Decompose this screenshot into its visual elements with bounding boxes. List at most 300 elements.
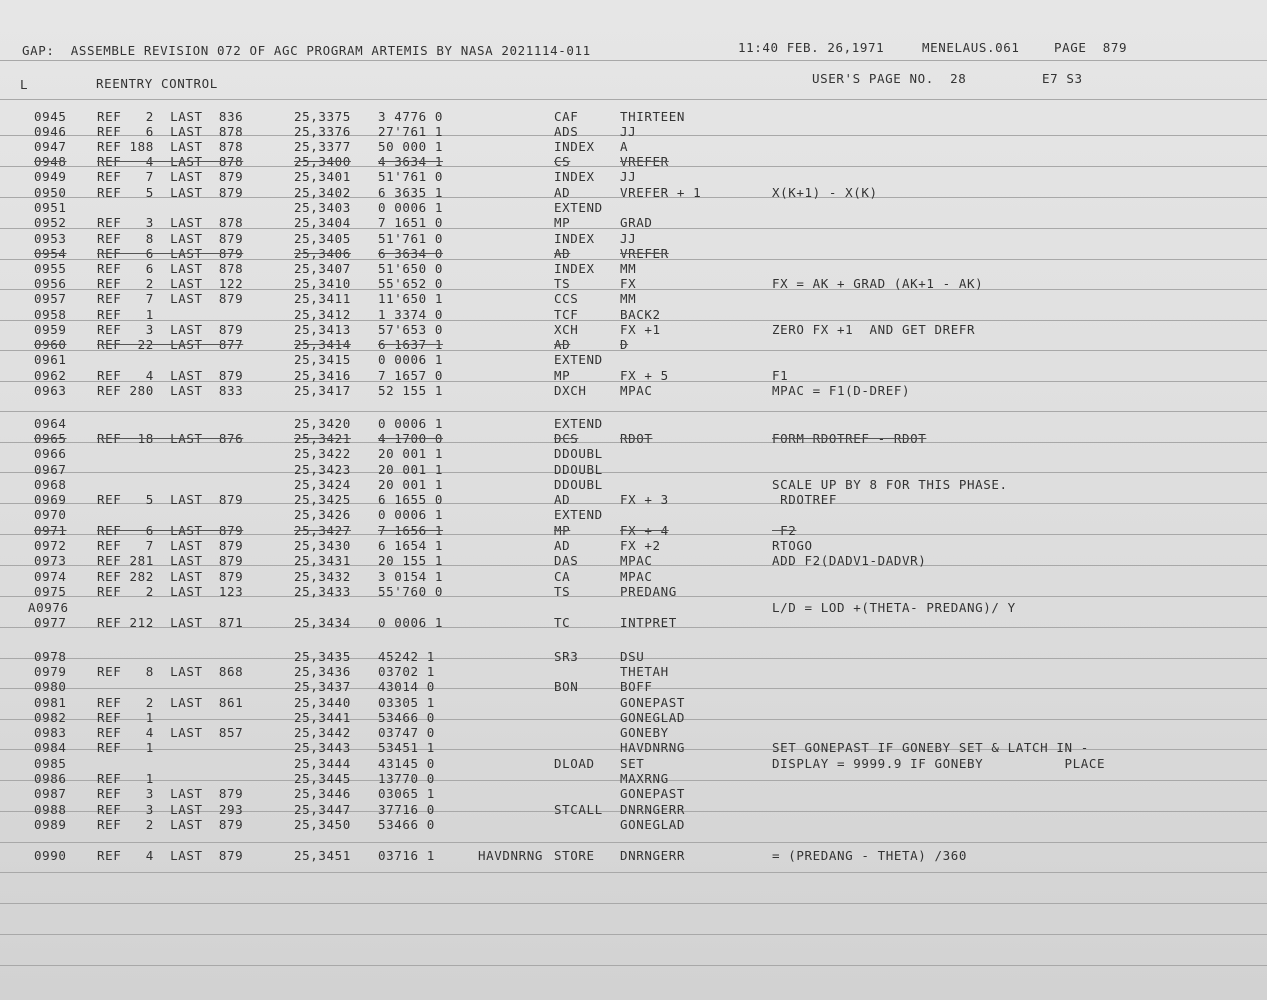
octal-word: 50 000 1	[378, 139, 444, 154]
address: 25,3433	[294, 584, 351, 599]
line-number: 0980	[34, 679, 67, 694]
line-number: 0989	[34, 817, 67, 832]
opcode: EXTEND	[554, 352, 603, 367]
opcode: AD	[554, 492, 571, 507]
reference: REF 1	[97, 307, 154, 322]
line-number: 0987	[34, 786, 67, 801]
reference: REF 281 LAST 879	[97, 553, 244, 568]
listing-row	[0, 463, 1267, 478]
octal-word: 27'761 1	[378, 124, 444, 139]
line-number: 0983	[34, 725, 67, 740]
address: 25,3451	[294, 848, 351, 863]
comment: L/D = LOD +(THETA- PREDANG)/ Y	[772, 600, 1016, 615]
operand: THIRTEEN	[620, 109, 686, 124]
comment: MPAC = F1(D-DREF)	[772, 383, 911, 398]
reference: REF 3 LAST 878	[97, 215, 244, 230]
opcode: INDEX	[554, 139, 595, 154]
reference: REF 6 LAST 879	[97, 523, 244, 538]
operand: MPAC	[620, 569, 653, 584]
line-number: 0985	[34, 756, 67, 771]
octal-word: 03305 1	[378, 695, 435, 710]
listing-row	[0, 247, 1267, 262]
line-number: 0973	[34, 553, 67, 568]
listing-row	[0, 232, 1267, 247]
line-number: 0986	[34, 771, 67, 786]
line-number: 0948	[34, 154, 67, 169]
opcode: DCS	[554, 431, 579, 446]
line-number: 0978	[34, 649, 67, 664]
address: 25,3407	[294, 261, 351, 276]
line-number: 0975	[34, 584, 67, 599]
reference: REF 280 LAST 833	[97, 383, 244, 398]
listing-row	[0, 155, 1267, 170]
line-number: 0957	[34, 291, 67, 306]
comment: = (PREDANG - THETA) /360	[772, 848, 968, 863]
line-number: 0982	[34, 710, 67, 725]
listing-row	[0, 369, 1267, 384]
opcode: INDEX	[554, 169, 595, 184]
reference: REF 2 LAST 861	[97, 695, 244, 710]
reference: REF 1	[97, 740, 154, 755]
opcode: BON	[554, 679, 579, 694]
reference: REF 2 LAST 123	[97, 584, 244, 599]
comment: RDOTREF	[772, 492, 838, 507]
header-time: 11:40 FEB. 26,1971	[738, 40, 885, 55]
opcode: MP	[554, 368, 571, 383]
line-number: 0945	[34, 109, 67, 124]
octal-word: 20 001 1	[378, 462, 444, 477]
address: 25,3442	[294, 725, 351, 740]
listing-row	[0, 323, 1267, 338]
listing-row	[0, 741, 1267, 756]
line-number: 0972	[34, 538, 67, 553]
octal-word: 0 0006 1	[378, 200, 444, 215]
reference: REF 1	[97, 710, 154, 725]
listing-row	[0, 308, 1267, 323]
line-number: 0981	[34, 695, 67, 710]
reference: REF 188 LAST 878	[97, 139, 244, 154]
opcode: AD	[554, 185, 571, 200]
line-number: 0969	[34, 492, 67, 507]
listing-row	[0, 478, 1267, 493]
opcode: EXTEND	[554, 507, 603, 522]
header-source: MENELAUS.061	[922, 40, 1020, 55]
listing-row	[0, 650, 1267, 665]
operand: DSU	[620, 649, 645, 664]
listing-row	[0, 125, 1267, 140]
operand: VREFER	[620, 246, 669, 261]
address: 25,3446	[294, 786, 351, 801]
address: 25,3416	[294, 368, 351, 383]
listing-row	[0, 772, 1267, 787]
listing-row	[0, 201, 1267, 216]
listing-row	[0, 585, 1267, 600]
address: 25,3400	[294, 154, 351, 169]
address: 25,3435	[294, 649, 351, 664]
address: 25,3445	[294, 771, 351, 786]
address: 25,3441	[294, 710, 351, 725]
address: 25,3402	[294, 185, 351, 200]
comment: ZERO FX +1 AND GET DREFR	[772, 322, 976, 337]
address: 25,3426	[294, 507, 351, 522]
paper-rule-line	[0, 411, 1267, 412]
octal-word: 7 1656 1	[378, 523, 444, 538]
address: 25,3434	[294, 615, 351, 630]
opcode: CCS	[554, 291, 579, 306]
paper-rule-line	[0, 60, 1267, 61]
address: 25,3410	[294, 276, 351, 291]
operand: GONEGLAD	[620, 710, 686, 725]
comment: DISPLAY = 9999.9 IF GONEBY PLACE	[772, 756, 1106, 771]
reference: REF 22 LAST 877	[97, 337, 244, 352]
octal-word: 0 0006 1	[378, 507, 444, 522]
operand: THETAH	[620, 664, 669, 679]
reference: REF 2 LAST 122	[97, 276, 244, 291]
address: 25,3423	[294, 462, 351, 477]
line-number: 0990	[34, 848, 67, 863]
octal-word: 37716 0	[378, 802, 435, 817]
listing-row	[0, 493, 1267, 508]
opcode: STORE	[554, 848, 595, 863]
listing-row	[0, 262, 1267, 277]
listing-row	[0, 508, 1267, 523]
opcode: AD	[554, 246, 571, 261]
operand: A	[620, 139, 629, 154]
octal-word: 43145 0	[378, 756, 435, 771]
listing-row	[0, 338, 1267, 353]
line-number: 0979	[34, 664, 67, 679]
listing-row	[0, 787, 1267, 802]
line-number: 0952	[34, 215, 67, 230]
octal-word: 03702 1	[378, 664, 435, 679]
line-number: 0963	[34, 383, 67, 398]
comment: RTOGO	[772, 538, 813, 553]
comment: X(K+1) - X(K)	[772, 185, 878, 200]
address: 25,3375	[294, 109, 351, 124]
address: 25,3447	[294, 802, 351, 817]
address: 25,3450	[294, 817, 351, 832]
listing-row	[0, 696, 1267, 711]
octal-word: 53466 0	[378, 817, 435, 832]
comment: SCALE UP BY 8 FOR THIS PHASE.	[772, 477, 1008, 492]
listing-row	[0, 680, 1267, 695]
octal-word: 03747 0	[378, 725, 435, 740]
line-number: 0949	[34, 169, 67, 184]
operand: GONEPAST	[620, 695, 686, 710]
octal-word: 3 0154 1	[378, 569, 444, 584]
header-title: GAP: ASSEMBLE REVISION 072 OF AGC PROGRAM ARTEMIS BY NASA 2021114-011	[22, 43, 591, 58]
opcode: ADS	[554, 124, 579, 139]
operand: MM	[620, 291, 637, 306]
reference: REF 5 LAST 879	[97, 185, 244, 200]
line-number: 0964	[34, 416, 67, 431]
listing-row	[0, 554, 1267, 569]
octal-word: 52 155 1	[378, 383, 444, 398]
reference: REF 5 LAST 879	[97, 492, 244, 507]
opcode: XCH	[554, 322, 579, 337]
comment: F2	[772, 523, 797, 538]
listing-row	[0, 726, 1267, 741]
octal-word: 53466 0	[378, 710, 435, 725]
opcode: CA	[554, 569, 571, 584]
opcode: SR3	[554, 649, 579, 664]
octal-word: 1 3374 0	[378, 307, 444, 322]
opcode: TS	[554, 276, 571, 291]
operand: GONEPAST	[620, 786, 686, 801]
line-number: 0956	[34, 276, 67, 291]
address: 25,3413	[294, 322, 351, 337]
operand: FX +1	[620, 322, 661, 337]
octal-word: 0 0006 1	[378, 416, 444, 431]
octal-word: 03716 1	[378, 848, 435, 863]
operand: SET	[620, 756, 645, 771]
opcode: STCALL	[554, 802, 603, 817]
listing-row	[0, 140, 1267, 155]
line-number: 0951	[34, 200, 67, 215]
paper-rule-line	[0, 872, 1267, 873]
paper-rule-line	[0, 903, 1267, 904]
listing-row	[0, 110, 1267, 125]
opcode: AD	[554, 538, 571, 553]
octal-word: 6 1637 1	[378, 337, 444, 352]
address: 25,3403	[294, 200, 351, 215]
opcode: TS	[554, 584, 571, 599]
octal-word: 7 1651 0	[378, 215, 444, 230]
operand: INTPRET	[620, 615, 677, 630]
operand: DNRNGERR	[620, 802, 686, 817]
octal-word: 55'652 0	[378, 276, 444, 291]
operand: HAVDNRNG	[620, 740, 686, 755]
address: 25,3425	[294, 492, 351, 507]
address: 25,3440	[294, 695, 351, 710]
listing-row	[0, 803, 1267, 818]
octal-word: 13770 0	[378, 771, 435, 786]
opcode: DXCH	[554, 383, 587, 398]
octal-word: 7 1657 0	[378, 368, 444, 383]
operand: VREFER + 1	[620, 185, 702, 200]
listing-row	[0, 292, 1267, 307]
address: 25,3417	[294, 383, 351, 398]
line-number: 0970	[34, 507, 67, 522]
reference: REF 212 LAST 871	[97, 615, 244, 630]
opcode: DDOUBL	[554, 477, 603, 492]
opcode: EXTEND	[554, 416, 603, 431]
opcode: TC	[554, 615, 571, 630]
address: 25,3443	[294, 740, 351, 755]
line-number: A0976	[28, 600, 69, 615]
address: 25,3424	[294, 477, 351, 492]
opcode: MP	[554, 523, 571, 538]
listing-row	[0, 818, 1267, 833]
line-number: 0988	[34, 802, 67, 817]
operand: GRAD	[620, 215, 653, 230]
address: 25,3437	[294, 679, 351, 694]
line-number: 0961	[34, 352, 67, 367]
listing-row	[0, 711, 1267, 726]
operand: D	[620, 337, 629, 352]
opcode: DLOAD	[554, 756, 595, 771]
paper-rule-line	[0, 965, 1267, 966]
line-number: 0958	[34, 307, 67, 322]
reference: REF 4 LAST 879	[97, 368, 244, 383]
header-column-l: L	[20, 77, 29, 92]
location-label: HAVDNRNG	[478, 848, 544, 863]
listing-row	[0, 539, 1267, 554]
octal-word: 3 4776 0	[378, 109, 444, 124]
opcode: EXTEND	[554, 200, 603, 215]
operand: GONEGLAD	[620, 817, 686, 832]
reference: REF 2 LAST 879	[97, 817, 244, 832]
address: 25,3422	[294, 446, 351, 461]
address: 25,3420	[294, 416, 351, 431]
listing-row	[0, 524, 1267, 539]
operand: GONEBY	[620, 725, 669, 740]
line-number: 0953	[34, 231, 67, 246]
listing-row	[0, 353, 1267, 368]
comment: FX = AK + GRAD (AK+1 - AK)	[772, 276, 984, 291]
octal-word: 20 001 1	[378, 477, 444, 492]
opcode: INDEX	[554, 231, 595, 246]
octal-word: 0 0006 1	[378, 352, 444, 367]
reference: REF 18 LAST 876	[97, 431, 244, 446]
paper-rule-line	[0, 99, 1267, 100]
listing-row	[0, 601, 1267, 616]
reference: REF 6 LAST 878	[97, 124, 244, 139]
reference: REF 4 LAST 879	[97, 848, 244, 863]
address: 25,3427	[294, 523, 351, 538]
octal-word: 6 3635 1	[378, 185, 444, 200]
line-number: 0962	[34, 368, 67, 383]
operand: BOFF	[620, 679, 653, 694]
octal-word: 0 0006 1	[378, 615, 444, 630]
address: 25,3430	[294, 538, 351, 553]
listing-row	[0, 170, 1267, 185]
line-number: 0977	[34, 615, 67, 630]
line-number: 0974	[34, 569, 67, 584]
listing-row	[0, 570, 1267, 585]
operand: FX + 5	[620, 368, 669, 383]
reference: REF 4 LAST 857	[97, 725, 244, 740]
paper-rule-line	[0, 934, 1267, 935]
opcode: DDOUBL	[554, 446, 603, 461]
opcode: TCF	[554, 307, 579, 322]
address: 25,3411	[294, 291, 351, 306]
octal-word: 20 001 1	[378, 446, 444, 461]
operand: MPAC	[620, 553, 653, 568]
comment: F1	[772, 368, 789, 383]
listing-row	[0, 384, 1267, 399]
operand: RDOT	[620, 431, 653, 446]
line-number: 0950	[34, 185, 67, 200]
address: 25,3432	[294, 569, 351, 584]
octal-word: 55'760 0	[378, 584, 444, 599]
address: 25,3414	[294, 337, 351, 352]
comment: SET GONEPAST IF GONEBY SET & LATCH IN -	[772, 740, 1089, 755]
line-number: 0954	[34, 246, 67, 261]
operand: BACK2	[620, 307, 661, 322]
header-page-number: PAGE 879	[1054, 40, 1128, 55]
octal-word: 11'650 1	[378, 291, 444, 306]
reference: REF 6 LAST 878	[97, 261, 244, 276]
line-number: 0947	[34, 139, 67, 154]
listing-row	[0, 447, 1267, 462]
paper-rule-line	[0, 842, 1267, 843]
line-number: 0960	[34, 337, 67, 352]
address: 25,3376	[294, 124, 351, 139]
address: 25,3436	[294, 664, 351, 679]
address: 25,3401	[294, 169, 351, 184]
line-number: 0965	[34, 431, 67, 446]
opcode: MP	[554, 215, 571, 230]
listing-row	[0, 665, 1267, 680]
octal-word: 51'650 0	[378, 261, 444, 276]
opcode: CAF	[554, 109, 579, 124]
operand: DNRNGERR	[620, 848, 686, 863]
line-number: 0967	[34, 462, 67, 477]
listing-row	[0, 417, 1267, 432]
opcode: DDOUBL	[554, 462, 603, 477]
operand: JJ	[620, 231, 637, 246]
operand: JJ	[620, 169, 637, 184]
octal-word: 51'761 0	[378, 169, 444, 184]
line-number: 0984	[34, 740, 67, 755]
reference: REF 6 LAST 879	[97, 246, 244, 261]
opcode: CS	[554, 154, 571, 169]
octal-word: 45242 1	[378, 649, 435, 664]
address: 25,3377	[294, 139, 351, 154]
listing-row	[0, 616, 1267, 631]
operand: FX + 3	[620, 492, 669, 507]
reference: REF 4 LAST 878	[97, 154, 244, 169]
address: 25,3406	[294, 246, 351, 261]
line-number: 0955	[34, 261, 67, 276]
octal-word: 51'761 0	[378, 231, 444, 246]
reference: REF 3 LAST 879	[97, 786, 244, 801]
operand: VREFER	[620, 154, 669, 169]
octal-word: 20 155 1	[378, 553, 444, 568]
octal-word: 43014 0	[378, 679, 435, 694]
operand: MM	[620, 261, 637, 276]
octal-word: 4 1700 0	[378, 431, 444, 446]
octal-word: 57'653 0	[378, 322, 444, 337]
octal-word: 53451 1	[378, 740, 435, 755]
operand: MAXRNG	[620, 771, 669, 786]
comment: ADD F2(DADV1-DADVR)	[772, 553, 927, 568]
page-code: E7 S3	[1042, 71, 1083, 86]
address: 25,3404	[294, 215, 351, 230]
line-number: 0968	[34, 477, 67, 492]
reference: REF 7 LAST 879	[97, 291, 244, 306]
reference: REF 7 LAST 879	[97, 169, 244, 184]
line-number: 0971	[34, 523, 67, 538]
comment: FORM RDOTREF - RDOT	[772, 431, 927, 446]
line-number: 0966	[34, 446, 67, 461]
listing-row	[0, 432, 1267, 447]
reference: REF 7 LAST 879	[97, 538, 244, 553]
listing-row	[0, 757, 1267, 772]
operand: FX +2	[620, 538, 661, 553]
octal-word: 6 3634 0	[378, 246, 444, 261]
listing-row	[0, 277, 1267, 292]
operand: PREDANG	[620, 584, 677, 599]
listing-row	[0, 216, 1267, 231]
address: 25,3421	[294, 431, 351, 446]
line-number: 0959	[34, 322, 67, 337]
reference: REF 8 LAST 879	[97, 231, 244, 246]
operand: MPAC	[620, 383, 653, 398]
octal-word: 4 3634 1	[378, 154, 444, 169]
address: 25,3412	[294, 307, 351, 322]
